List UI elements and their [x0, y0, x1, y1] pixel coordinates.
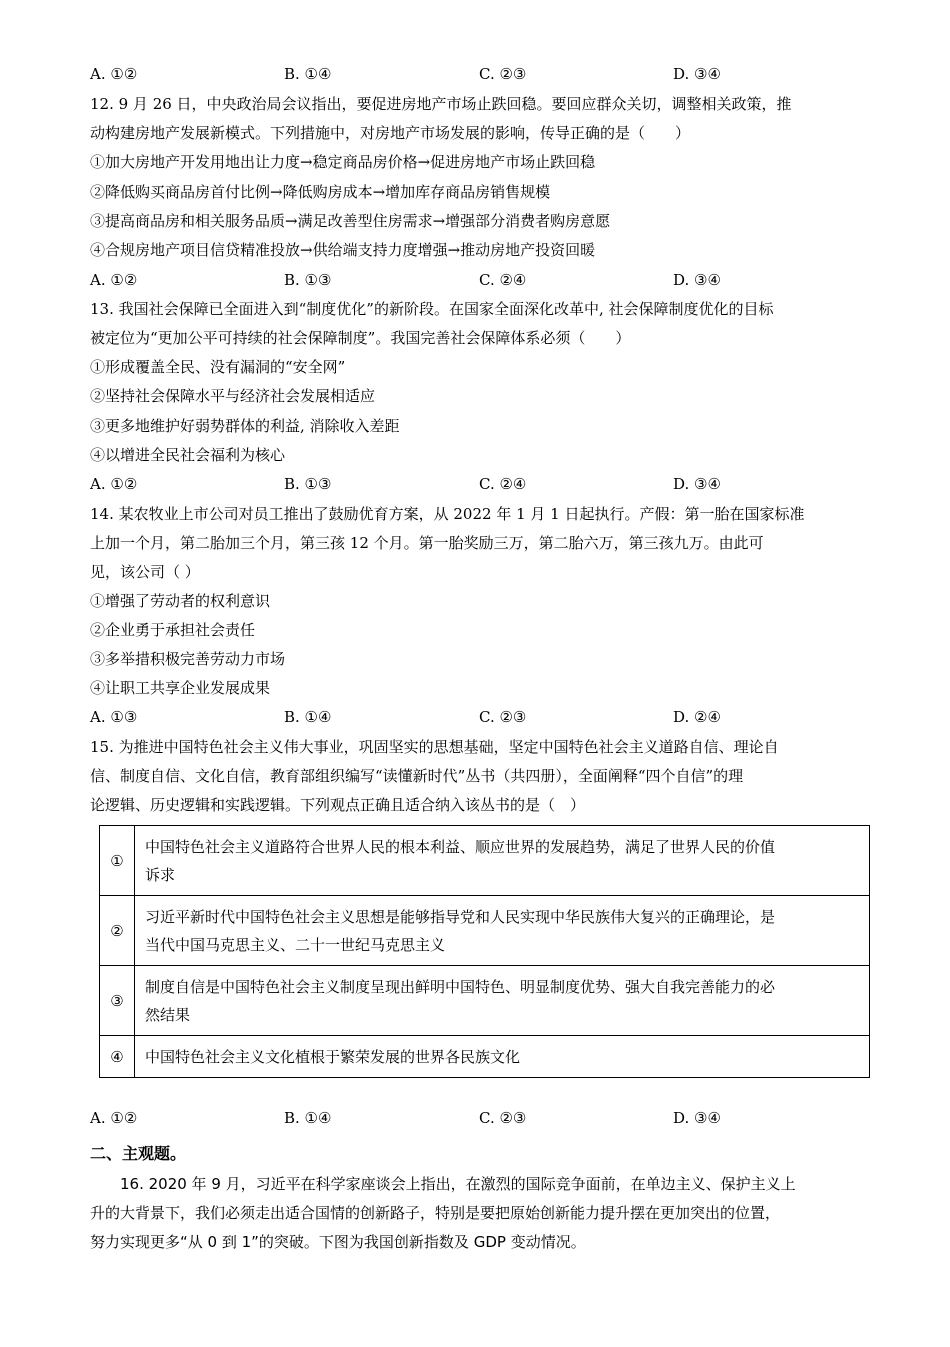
q12-option-a[interactable]: A. ①②	[90, 271, 138, 289]
q14-option-d[interactable]: D. ②④	[673, 708, 721, 726]
q14-option-c[interactable]: C. ②③	[479, 708, 527, 726]
q15-options	[90, 1108, 770, 1128]
statement-line: 诉求	[145, 865, 176, 884]
q14-option-b[interactable]: B. ①④	[284, 708, 332, 726]
statement-text	[135, 966, 870, 1036]
q15-option-c[interactable]: C. ②③	[479, 1109, 527, 1127]
q13-item-3: ③更多地维护好弱势群体的利益, 消除收入差距	[90, 417, 400, 435]
q12-item-1: ①加大房地产开发用地出让力度→稳定商品房价格→促进房地产市场止跌回稳	[90, 153, 596, 171]
q14-stem-line: 见，该公司（ ）	[90, 563, 200, 581]
q13-item-2: ②坚持社会保障水平与经济社会发展相适应	[90, 387, 376, 405]
q13-stem-line: 13. 我国社会保障已全面进入到“制度优化”的新阶段。在国家全面深化改革中, 社会保障制度优化的目标	[90, 300, 774, 318]
statement-text	[135, 1036, 870, 1078]
q13-option-d[interactable]: D. ③④	[673, 475, 721, 493]
q14-option-a[interactable]: A. ①③	[90, 708, 138, 726]
q12-stem-line: 动构建房地产发展新模式。下列措施中，对房地产市场发展的影响，传导正确的是（ ）	[90, 124, 691, 142]
q13-item-4: ④以增进全民社会福利为核心	[90, 446, 286, 464]
q15-stem-line: 信、制度自信、文化自信，教育部组织编写“读懂新时代”丛书（共四册），全面阐释“四个自信”的理	[90, 767, 744, 785]
q13-option-a[interactable]: A. ①②	[90, 475, 138, 493]
statement-number: ②	[100, 896, 135, 966]
q12-option-d[interactable]: D. ③④	[673, 271, 721, 289]
table-row	[100, 966, 870, 1036]
q16-line: 努力实现更多“从 0 到 1”的突破。下图为我国创新指数及 GDP 变动情况。	[90, 1233, 586, 1251]
table-row	[100, 896, 870, 966]
table-row	[100, 1036, 870, 1078]
q14-stem-line: 14. 某农牧业上市公司对员工推出了鼓励优育方案，从 2022 年 1 月 1 日起执行。产假：第一胎在国家标准	[90, 505, 805, 523]
q11-options	[90, 64, 770, 84]
statement-text	[135, 826, 870, 896]
q15-option-b[interactable]: B. ①④	[284, 1109, 332, 1127]
q16-line: 升的大背景下，我们必须走出适合国情的创新路子，特别是要把原始创新能力提升摆在更加突出的位置，	[90, 1204, 781, 1222]
q13-options	[90, 474, 770, 494]
q11-option-a[interactable]: A. ①②	[90, 65, 138, 83]
q16-paragraph	[90, 1170, 860, 1257]
q13-stem-line: 被定位为“更加公平可持续的社会保障制度”。我国完善社会保障体系必须（ ）	[90, 329, 631, 347]
q15-stem-line: 15. 为推进中国特色社会主义伟大事业，巩固坚实的思想基础，坚定中国特色社会主义道路自信、理论自	[90, 738, 779, 756]
q14-options	[90, 707, 770, 727]
q13-option-c[interactable]: C. ②④	[479, 475, 527, 493]
q15-statement-table	[99, 825, 870, 1078]
q14-item-2: ②企业勇于承担社会责任	[90, 621, 256, 639]
q15-stem-line: 论逻辑、历史逻辑和实践逻辑。下列观点正确且适合纳入该丛书的是（ ）	[90, 796, 586, 814]
q13-option-b[interactable]: B. ①③	[284, 475, 332, 493]
statement-number: ①	[100, 826, 135, 896]
q14-item-1: ①增强了劳动者的权利意识	[90, 592, 271, 610]
statement-line: 然结果	[145, 1005, 191, 1024]
q16-line: 16. 2020 年 9 月，习近平在科学家座谈会上指出，在激烈的国际竞争面前，在单边主义、保护主义上	[120, 1175, 796, 1193]
q13-item-1: ①形成覆盖全民、没有漏洞的“安全网”	[90, 358, 346, 376]
q12-options	[90, 270, 770, 290]
q12-stem-line: 12. 9 月 26 日，中央政治局会议指出，要促进房地产市场止跌回稳。要回应群众关切，调整相关政策，推	[90, 95, 792, 113]
q12-item-2: ②降低购买商品房首付比例→降低购房成本→增加库存商品房销售规模	[90, 183, 551, 201]
q11-option-c[interactable]: C. ②③	[479, 65, 527, 83]
statement-line: 当代中国马克思主义、二十一世纪马克思主义	[145, 935, 446, 954]
q14-stem-line: 上加一个月，第二胎加三个月，第三孩 12 个月。第一胎奖励三万，第二胎六万，第三孩九万。由此可	[90, 534, 764, 552]
q11-option-d[interactable]: D. ③④	[673, 65, 721, 83]
q15-option-d[interactable]: D. ③④	[673, 1109, 721, 1127]
q14-item-4: ④让职工共享企业发展成果	[90, 679, 271, 697]
q15-option-a[interactable]: A. ①②	[90, 1109, 138, 1127]
statement-number: ④	[100, 1036, 135, 1078]
statement-number: ③	[100, 966, 135, 1036]
section-heading: 二、主观题。	[90, 1144, 187, 1163]
q12-option-c[interactable]: C. ②④	[479, 271, 527, 289]
q11-option-b[interactable]: B. ①④	[284, 65, 332, 83]
statement-text	[135, 896, 870, 966]
q14-item-3: ③多举措积极完善劳动力市场	[90, 650, 286, 668]
statement-line: 制度自信是中国特色社会主义制度呈现出鲜明中国特色、明显制度优势、强大自我完善能力的必	[145, 977, 776, 996]
statement-line: 习近平新时代中国特色社会主义思想是能够指导党和人民实现中华民族伟大复兴的正确理论，是	[145, 907, 776, 926]
statement-line: 中国特色社会主义文化植根于繁荣发展的世界各民族文化	[145, 1047, 521, 1066]
table-row	[100, 826, 870, 896]
statement-line: 中国特色社会主义道路符合世界人民的根本利益、顺应世界的发展趋势，满足了世界人民的价值	[145, 837, 776, 856]
q12-item-4: ④合规房地产项目信贷精准投放→供给端支持力度增强→推动房地产投资回暖	[90, 241, 596, 259]
q12-option-b[interactable]: B. ①③	[284, 271, 332, 289]
q12-item-3: ③提高商品房和相关服务品质→满足改善型住房需求→增强部分消费者购房意愿	[90, 212, 611, 230]
